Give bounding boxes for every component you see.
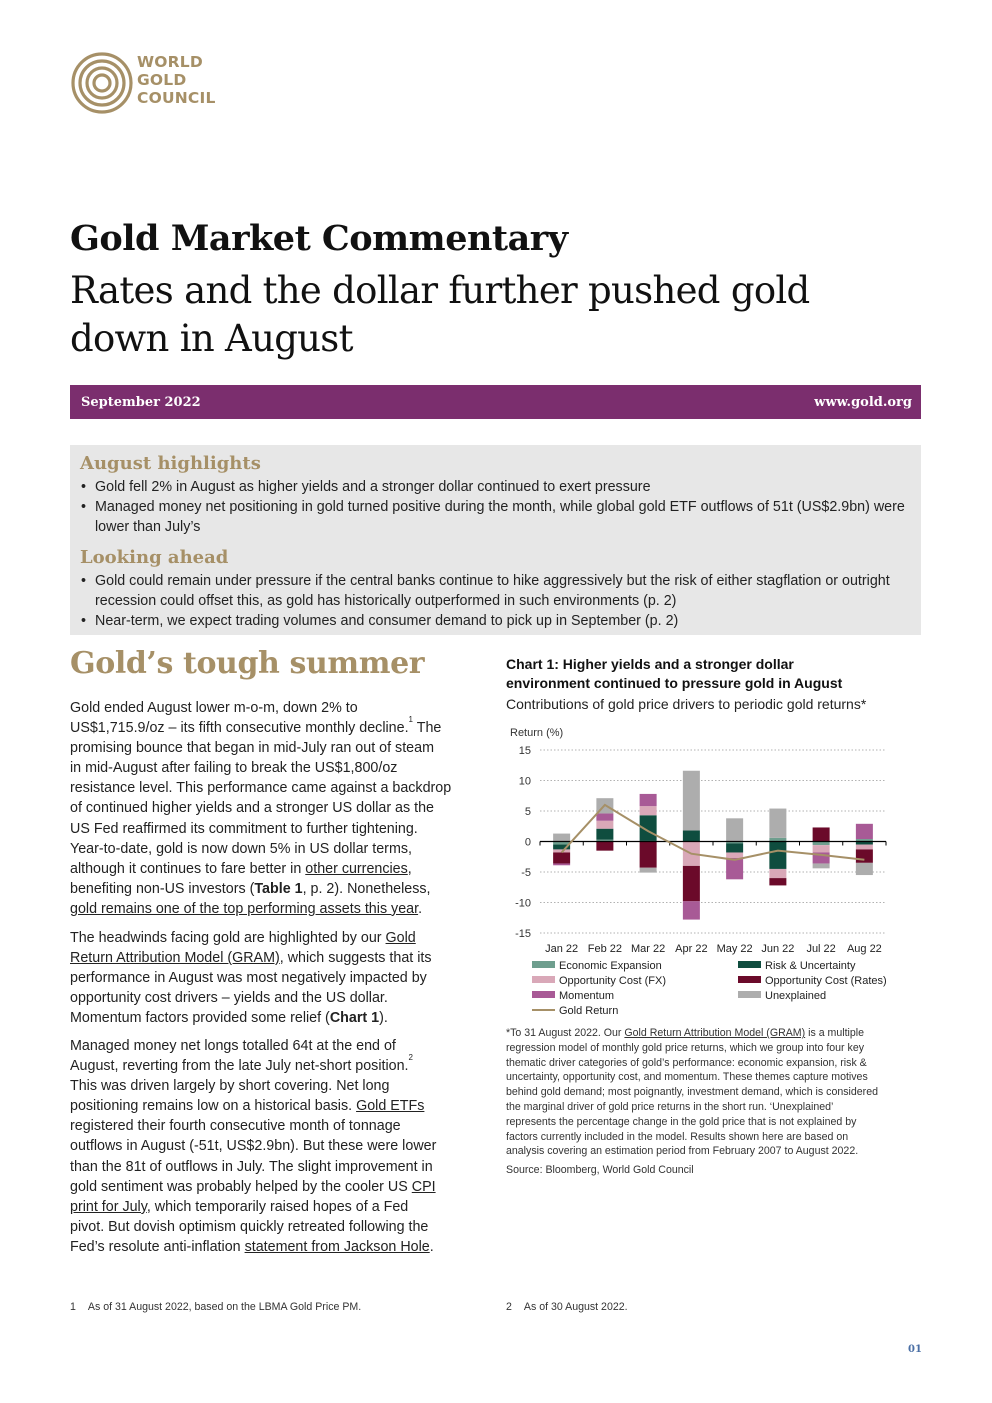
looking-ahead-item: • Near-term, we expect trading volumes and consumer demand to pick up in September (p. 2) bbox=[80, 611, 910, 631]
footnote-2: 2 As of 30 August 2022. bbox=[506, 1301, 628, 1313]
x-tick-label: Feb 22 bbox=[587, 943, 622, 955]
gold-return-attribution-chart bbox=[506, 722, 926, 1022]
bar-segment bbox=[640, 794, 657, 806]
bar-segment bbox=[726, 843, 743, 852]
chart-note-line: analysis covering an estimation period from February 2007 to August 2022. bbox=[506, 1145, 859, 1158]
link-top-performing-assets[interactable]: gold remains one of the top performing assets this year bbox=[70, 900, 419, 917]
link-gram[interactable]: Gold bbox=[385, 930, 416, 946]
bar-segment bbox=[769, 878, 786, 885]
looking-ahead-heading: Looking ahead bbox=[80, 547, 229, 568]
bar-segment bbox=[596, 842, 613, 851]
chart-1-ref: Chart 1 bbox=[329, 1010, 380, 1027]
bar-segment bbox=[726, 852, 743, 857]
chart-subtitle: Contributions of gold price drivers to periodic gold returns* bbox=[506, 696, 867, 712]
bar-segment bbox=[553, 834, 570, 842]
bar-segment bbox=[553, 852, 570, 863]
paragraph-2: The headwinds facing gold are highlighted by our Gold Return Attribution Model (GRAM), which suggests that its performance in August was most negatively impacted by opportunity cost drivers – yields and the US dollar. Momentum factors provided some relief (Chart 1). bbox=[70, 930, 432, 1027]
link-gram-note[interactable]: Gold Return Attribution Model (GRAM) bbox=[624, 1027, 806, 1039]
chart-source: Source: Bloomberg, World Gold Council bbox=[506, 1164, 694, 1176]
chart-title: Chart 1: Higher yields and a stronger dollar environment continued to pressure gold in August bbox=[506, 656, 843, 691]
bar-segment bbox=[856, 849, 873, 862]
bar-segment bbox=[856, 845, 873, 850]
bar-segment bbox=[769, 809, 786, 838]
bar-segment bbox=[640, 806, 657, 815]
y-axis-label: Return (%) bbox=[510, 727, 564, 739]
highlights-heading: August highlights bbox=[80, 453, 261, 474]
legend-swatch bbox=[738, 976, 761, 983]
chart-note-line: *To 31 August 2022. Our Gold Return Attribution Model (GRAM) is a multiple bbox=[506, 1027, 865, 1039]
logo-wordmark: WORLD GOLD COUNCIL bbox=[137, 53, 216, 107]
publication-date: September 2022 bbox=[81, 395, 201, 410]
legend-swatch bbox=[738, 991, 761, 998]
footnote-ref-2[interactable]: 2 bbox=[408, 1053, 413, 1063]
highlights-box bbox=[70, 445, 921, 635]
bar-segment bbox=[640, 868, 657, 873]
table-1-ref: Table 1 bbox=[254, 880, 303, 897]
x-tick-label: Apr 22 bbox=[675, 943, 708, 955]
bar-segment bbox=[596, 813, 613, 820]
legend-label: Opportunity Cost (FX) bbox=[559, 975, 666, 987]
page-subtitle: Rates and the dollar further pushed gold down in August bbox=[70, 269, 810, 360]
bar-segment bbox=[856, 824, 873, 839]
page-title: Gold Market Commentary bbox=[70, 218, 568, 259]
looking-ahead-item: • Gold could remain under pressure if the central banks continue to hike aggressively but the risk of either stagflation or outright recession could offset this, as gold has historically outperformed in such environments (p. 2) bbox=[80, 571, 910, 611]
bar-segment bbox=[553, 863, 570, 865]
chart-note-line: factors currently included in the model. Results shown here are based on bbox=[506, 1130, 849, 1143]
y-tick-label: -10 bbox=[515, 897, 531, 910]
legend-label: Unexplained bbox=[765, 990, 827, 1002]
y-tick-label: 15 bbox=[518, 745, 531, 757]
legend-swatch bbox=[532, 991, 555, 998]
legend-swatch bbox=[738, 961, 761, 968]
legend-label: Gold Return bbox=[559, 1005, 619, 1017]
chart-notes bbox=[506, 1026, 926, 1159]
date-banner bbox=[70, 385, 921, 419]
legend-label: Momentum bbox=[559, 990, 615, 1002]
bar-segment bbox=[769, 842, 786, 869]
highlight-item: • Gold fell 2% in August as higher yields and a stronger dollar continued to exert pressure bbox=[80, 477, 910, 497]
footnote-ref-1[interactable]: 1 bbox=[408, 715, 413, 725]
x-tick-label: May 22 bbox=[716, 943, 753, 955]
chart-note-line: behind gold demand; most poignantly, investment demand, which is considered bbox=[506, 1086, 878, 1099]
y-tick-label: 0 bbox=[524, 836, 531, 849]
bar-segment bbox=[856, 863, 873, 875]
bar-segment bbox=[726, 818, 743, 841]
link-other-currencies[interactable]: other currencies bbox=[305, 860, 408, 877]
chart-note-line: regression model of monthly gold price returns, which we group into four key bbox=[506, 1041, 865, 1054]
link-gram-cont[interactable]: Return Attribution Model (GRAM) bbox=[70, 950, 280, 967]
highlight-item: • Managed money net positioning in gold turned positive during the month, while global gold ETF outflows of 51t (US$2.9bn) were lower than July’s bbox=[80, 497, 910, 537]
chart-note-line: uncertainty, opportunity cost, and momentum. These themes capture motives bbox=[506, 1071, 868, 1084]
y-tick-label: 5 bbox=[524, 806, 531, 818]
section-heading: Gold’s tough summer bbox=[70, 646, 425, 681]
website-link[interactable]: www.gold.org bbox=[814, 395, 912, 410]
page-number: 01 bbox=[908, 1344, 922, 1355]
x-tick-label: Jun 22 bbox=[761, 943, 795, 955]
link-jackson-hole[interactable]: statement from Jackson Hole bbox=[244, 1238, 430, 1255]
paragraph-1: Gold ended August lower m-o-m, down 2% to US$1,715.9/oz – its fifth consecutive monthly decline.$^1$ The promising bounce that began in mid-July ran out of steam in mid-August after failing to break the US$1,800/oz resistance level. This performance came against a backdrop of continued higher yields and a stronger US dollar as the US Fed reaffirmed its commitment to further tightening. Year-to-date, gold is now down 5% in US dollar terms, although it continues to fare better in other currencies, benefiting non-US investors (Table 1, p. 2). Nonetheless, gold remains one of the top performing assets this year. bbox=[70, 700, 452, 917]
chart-note-line: represents the percentage change in the gold price that is not explained by bbox=[506, 1115, 857, 1128]
footnote-1: 1 As of 31 August 2022, based on the LBMA Gold Price PM. bbox=[70, 1301, 362, 1313]
chart-note-line: thematic driver categories of gold’s performance: economic expansion, risk & bbox=[506, 1056, 867, 1069]
bar-segment bbox=[683, 866, 700, 901]
looking-ahead-list bbox=[80, 571, 910, 631]
x-tick-label: Jul 22 bbox=[806, 943, 836, 955]
bar-segment bbox=[596, 829, 613, 840]
bar-segment bbox=[683, 901, 700, 919]
x-tick-label: Mar 22 bbox=[631, 943, 666, 955]
bar-segment bbox=[726, 858, 743, 879]
link-cpi-print[interactable]: CPI bbox=[411, 1178, 436, 1195]
bar-segment bbox=[769, 869, 786, 878]
bar-segment bbox=[596, 821, 613, 829]
highlights-list bbox=[80, 477, 910, 537]
bar-segment bbox=[813, 845, 830, 852]
bar-segment bbox=[813, 827, 830, 841]
bar-segment bbox=[640, 842, 657, 868]
legend-swatch bbox=[532, 976, 555, 983]
legend-swatch bbox=[532, 961, 555, 968]
x-tick-label: Jan 22 bbox=[545, 943, 579, 955]
bar-segment bbox=[813, 863, 830, 868]
paragraph-3: Managed money net longs totalled 64t at the end of August, reverting from the late July net-short position.$^2$ This was driven largely by short covering. Net long positioning remains low on a historical basis. Gold ETFs registered their fourth consecutive month of tonnage outflows in August (-51t, US$2.9bn). But these were lower than the 81t of outflows in July. The slight improvement in gold sentiment was probably helped by the cooler US CPI print for July, which temporarily raised hopes of a Fed pivot. But dovish optimism quickly retreated following the Fed’s resolute anti-inflation statement from Jackson Hole. bbox=[70, 1038, 437, 1255]
y-tick-label: 10 bbox=[518, 775, 531, 788]
legend-label: Economic Expansion bbox=[559, 960, 662, 972]
bar-segment bbox=[683, 831, 700, 842]
link-gold-etfs[interactable]: Gold ETFs bbox=[356, 1098, 425, 1115]
y-tick-label: -5 bbox=[521, 867, 531, 879]
legend-label: Opportunity Cost (Rates) bbox=[765, 975, 887, 987]
x-tick-label: Aug 22 bbox=[846, 943, 882, 955]
chart-note-line: the marginal driver of gold price returns in the short run. ‘Unexplained’ bbox=[506, 1100, 834, 1113]
y-tick-label: -15 bbox=[515, 928, 531, 940]
link-cpi-print-cont[interactable]: print for July bbox=[70, 1198, 147, 1215]
bar-segment bbox=[683, 771, 700, 831]
world-gold-council-logo-rings bbox=[70, 51, 134, 115]
legend-label: Risk & Uncertainty bbox=[765, 960, 856, 972]
